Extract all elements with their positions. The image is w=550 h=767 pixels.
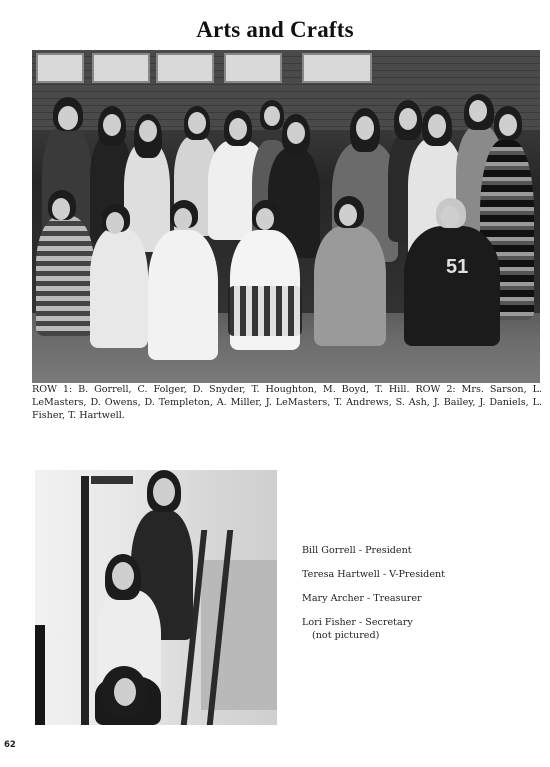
face	[399, 108, 417, 130]
face	[499, 114, 517, 136]
face	[58, 106, 78, 130]
door-frame	[91, 476, 133, 484]
student	[148, 230, 218, 360]
face	[112, 562, 134, 590]
page-number: 62	[4, 740, 16, 750]
face	[114, 678, 136, 706]
door-frame	[81, 476, 89, 725]
face	[264, 106, 280, 126]
officer-text: Lori Fisher - Secretary	[302, 617, 413, 628]
face	[106, 212, 124, 234]
officer-treasurer	[302, 592, 542, 605]
student	[314, 226, 386, 346]
jersey-number: 51	[446, 256, 469, 278]
officer-text: Teresa Hartwell - V-President	[302, 569, 446, 580]
face	[52, 198, 70, 220]
face	[188, 112, 206, 134]
officer-secretary	[302, 616, 542, 642]
face	[174, 208, 192, 230]
officer-vice-president	[302, 568, 542, 581]
face	[103, 114, 121, 136]
window	[156, 53, 214, 83]
student	[36, 216, 94, 336]
face	[428, 114, 446, 138]
face	[287, 122, 305, 144]
face	[139, 120, 157, 142]
officer-note: (not pictured)	[312, 630, 380, 641]
officer-president	[302, 544, 542, 557]
face	[356, 116, 374, 140]
officer-text: Mary Archer - Treasurer	[302, 593, 422, 604]
window	[36, 53, 84, 83]
plaid-pants	[228, 286, 302, 336]
window	[92, 53, 150, 83]
post	[35, 625, 45, 725]
officers-photo	[35, 470, 277, 725]
group-photo	[32, 50, 540, 383]
officer-text: Bill Gorrell - President	[302, 545, 412, 556]
window	[224, 53, 282, 83]
face	[256, 208, 274, 230]
officers-list	[302, 544, 542, 653]
student	[90, 228, 148, 348]
student	[404, 226, 500, 346]
face	[153, 478, 175, 506]
page-title: Arts and Crafts	[196, 17, 354, 42]
face	[469, 100, 487, 122]
group-photo-caption: ROW 1: B. Gorrell, C. Folger, D. Snyder, T. Houghton, M. Boyd, T. Hill. ROW 2: Mrs. Sarson, L. LeMasters, D. Owens, D. Templeton, A. Miller, J. LeMasters, T. Andrews, S. Ash, J. Bailey, J. Daniels, L. Fisher, T. Hartwell.	[32, 384, 542, 421]
window	[302, 53, 372, 83]
face	[229, 118, 247, 140]
face	[339, 204, 357, 226]
face	[441, 206, 459, 228]
